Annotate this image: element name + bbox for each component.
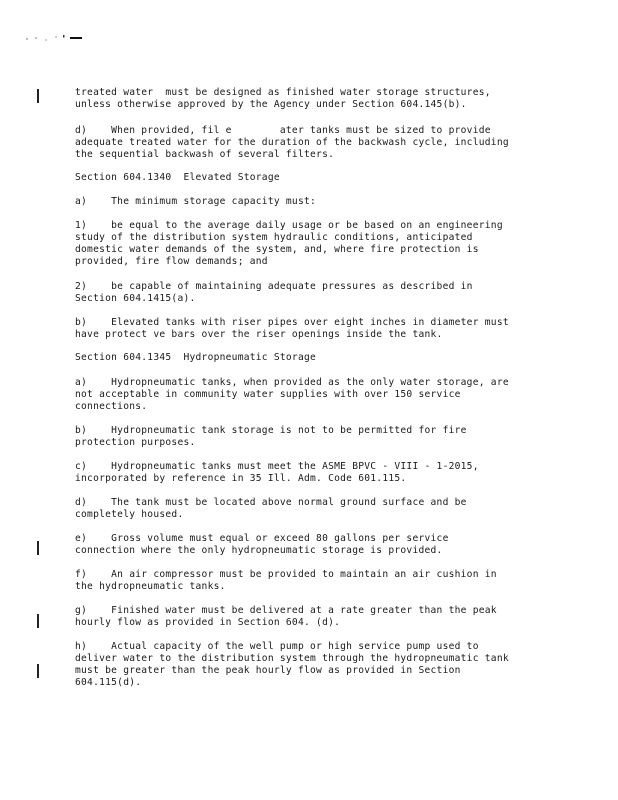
text-line: connection where the only hydropneumatic storage is provided.: [75, 545, 443, 556]
revision-bar: [37, 614, 39, 628]
text-line: h) Actual capacity of the well pump or high service pump used to: [75, 641, 479, 652]
text-line: unless otherwise approved by the Agency under Section 604.145(b).: [75, 99, 467, 110]
text-line: hourly flow as provided in Section 604. (d).: [75, 617, 341, 628]
text-line: g) Finished water must be delivered at a rate greater than the peak: [75, 605, 497, 616]
text-line: not acceptable in community water supplies with over 150 service: [75, 389, 461, 400]
text-line: c) Hydropneumatic tanks must meet the ASME BPVC - VIII - 1-2015,: [75, 461, 479, 472]
text-line: the sequential backwash of several filters.: [75, 149, 335, 160]
revision-bar: [37, 89, 39, 103]
text-line: completely housed.: [75, 509, 184, 520]
revision-bar: [37, 541, 39, 555]
text-line: connections.: [75, 401, 148, 412]
section-heading: Section 604.1345 Hydropneumatic Storage: [75, 352, 317, 363]
text-line: d) The tank must be located above normal ground surface and be: [75, 497, 467, 508]
text-line: b) Elevated tanks with riser pipes over eight inches in diameter must: [75, 317, 509, 328]
text-line: adequate treated water for the duration of the backwash cycle, including: [75, 137, 509, 148]
text-line: domestic water demands of the system, and, where fire protection is: [75, 244, 479, 255]
text-line: protection purposes.: [75, 437, 196, 448]
text-line: deliver water to the distribution system through the hydropneumatic tank: [75, 653, 509, 664]
text-line: must be greater than the peak hourly flow as provided in Section: [75, 665, 461, 676]
text-line: treated water must be designed as finished water storage structures,: [75, 87, 491, 98]
text-line: d) When provided, fil e ater tanks must be sized to provide: [75, 125, 491, 136]
text-line: a) Hydropneumatic tanks, when provided as the only water storage, are: [75, 377, 509, 388]
scan-artifact-mark: [24, 34, 82, 42]
text-line: e) Gross volume must equal or exceed 80 gallons per service: [75, 533, 449, 544]
text-line: 2) be capable of maintaining adequate pressures as described in: [75, 281, 473, 292]
text-line: b) Hydropneumatic tank storage is not to be permitted for fire: [75, 425, 467, 436]
text-line: provided, fire flow demands; and: [75, 256, 268, 267]
text-line: have protect ve bars over the riser openings inside the tank.: [75, 329, 443, 340]
text-line: the hydropneumatic tanks.: [75, 581, 226, 592]
text-line: study of the distribution system hydraulic conditions, anticipated: [75, 232, 473, 243]
section-heading: Section 604.1340 Elevated Storage: [75, 172, 280, 183]
text-line: 604.115(d).: [75, 677, 142, 688]
text-line: f) An air compressor must be provided to maintain an air cushion in: [75, 569, 497, 580]
text-line: incorporated by reference in 35 Ill. Adm. Code 601.115.: [75, 473, 407, 484]
revision-bar: [37, 664, 39, 678]
text-line: 1) be equal to the average daily usage or be based on an engineering: [75, 220, 503, 231]
text-line: Section 604.1415(a).: [75, 293, 196, 304]
text-line: a) The minimum storage capacity must:: [75, 196, 317, 207]
